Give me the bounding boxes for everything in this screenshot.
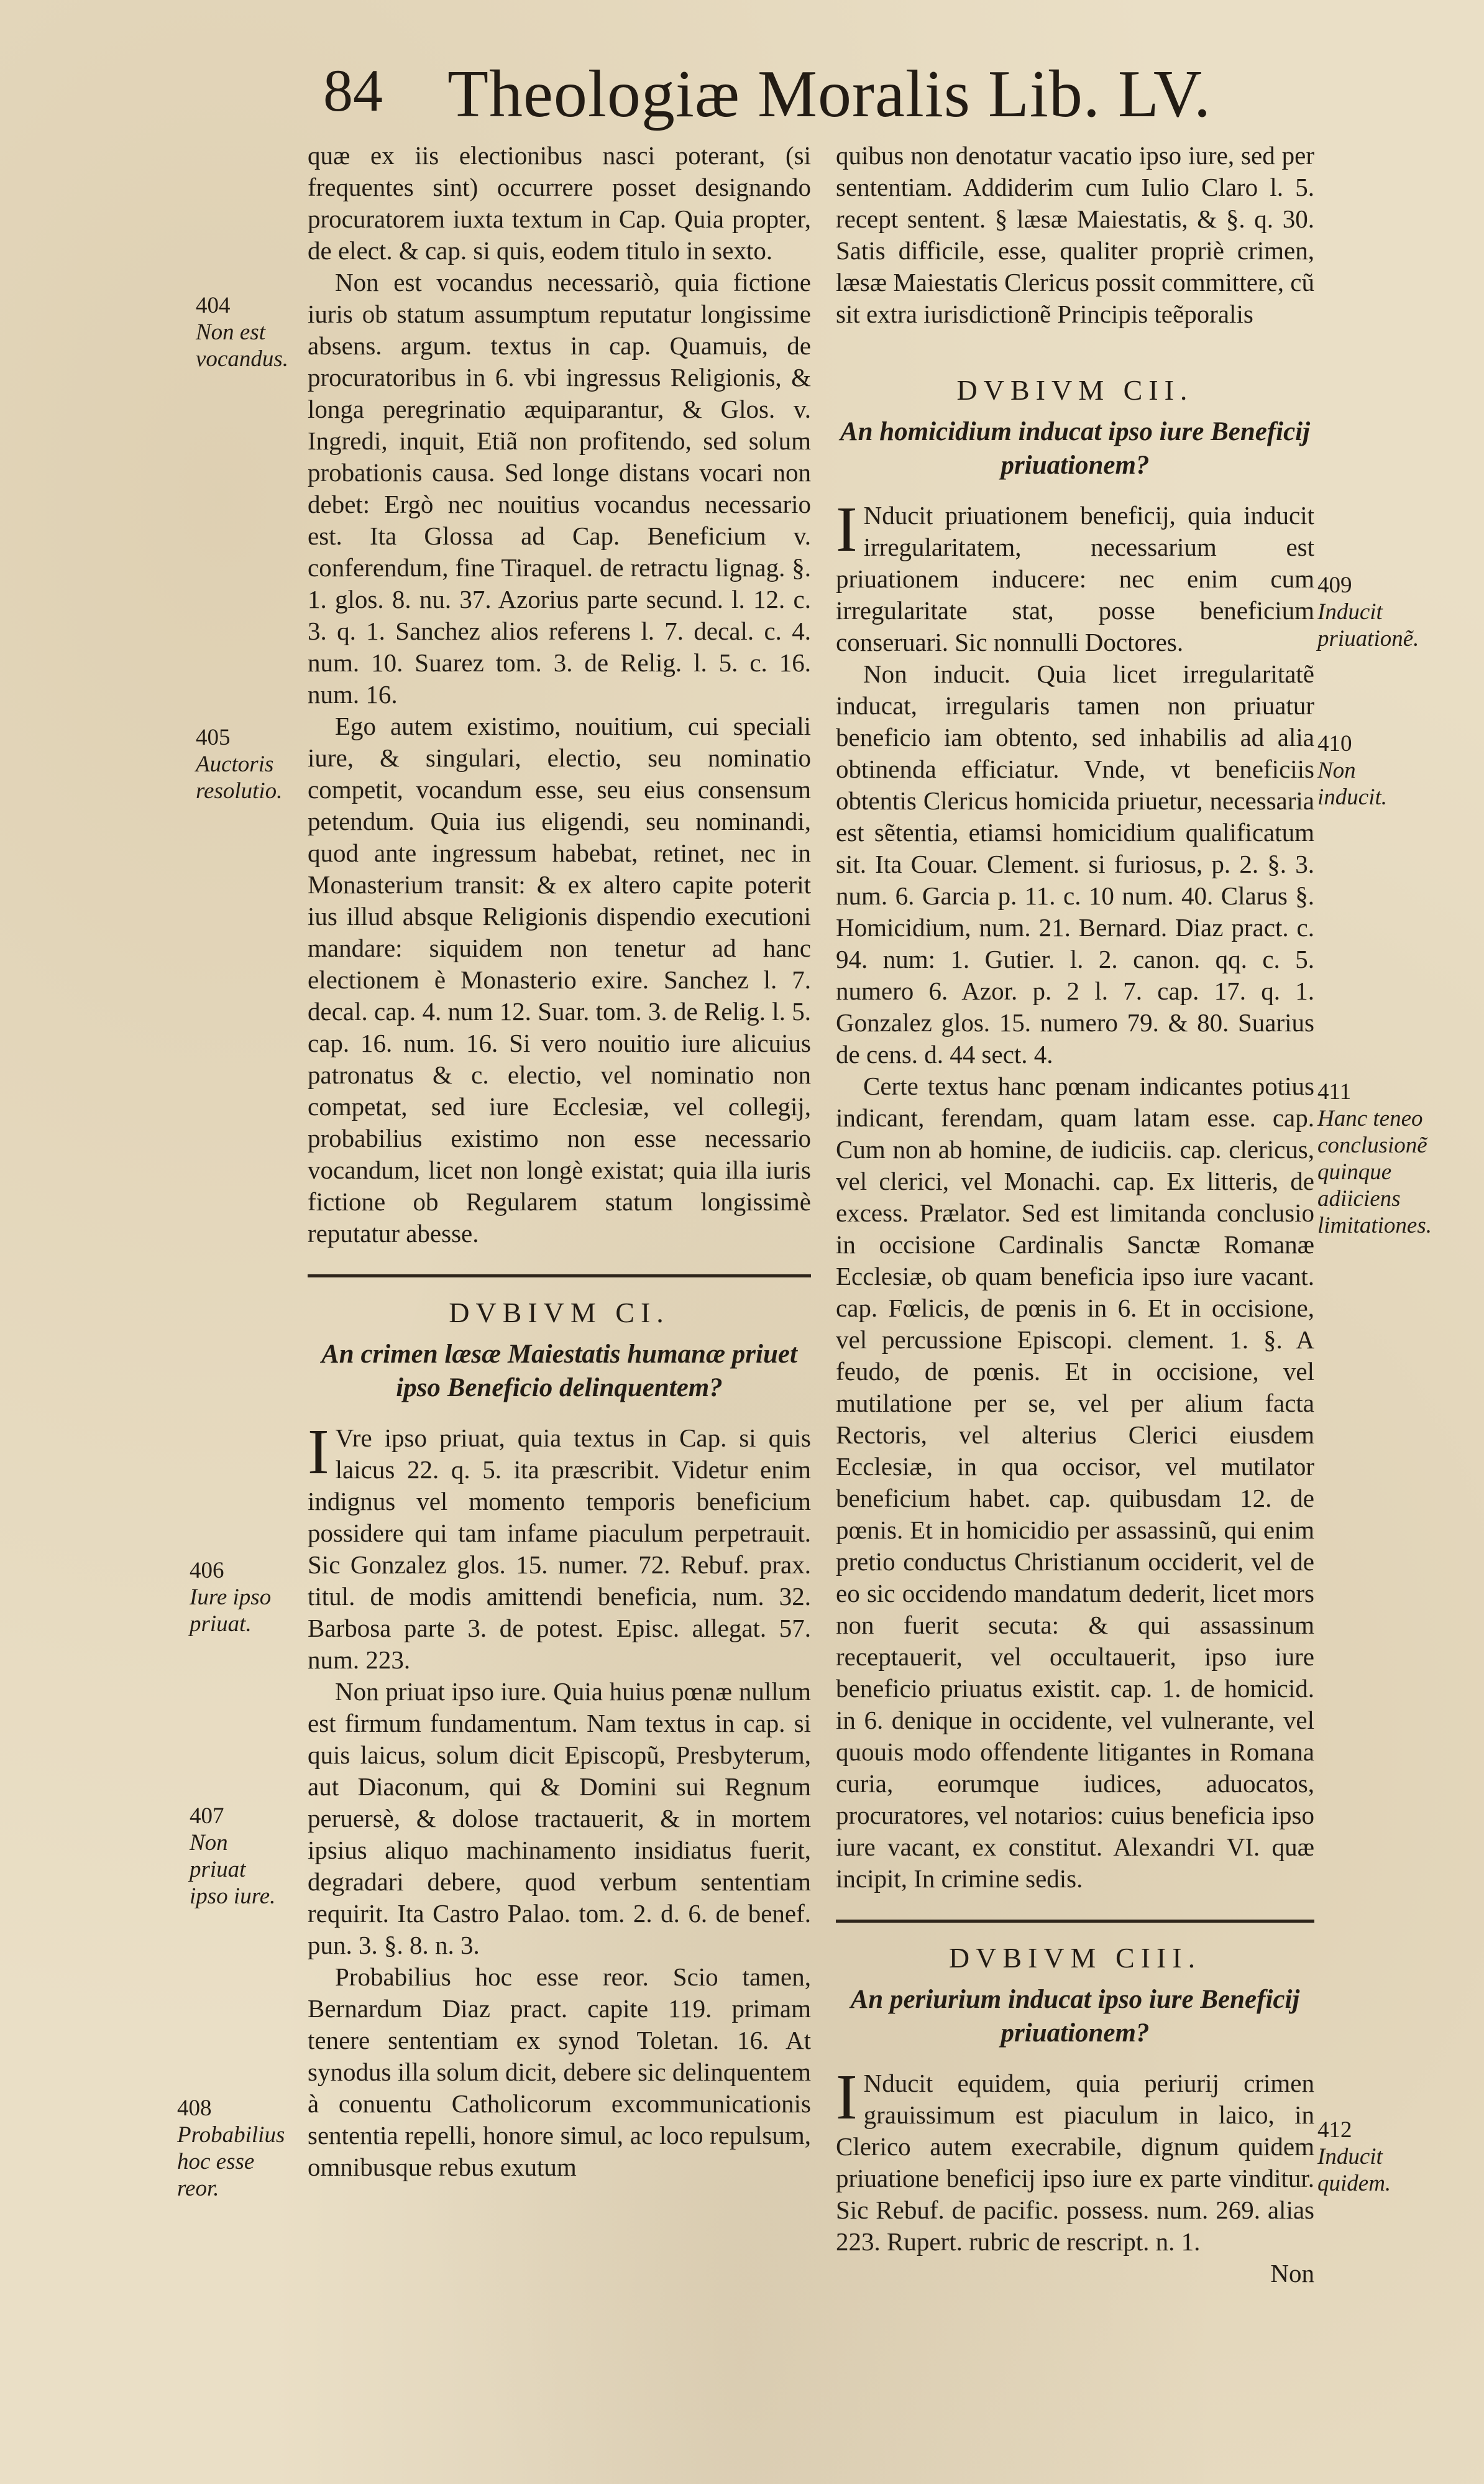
paragraph-405: Ego autem existimo, nouitium, cui speciali iure, & singulari, electio, seu nominatio competit, vocandum esse, seu eius consensum petendum. Quia ius eligendi, seu nominandi, quod ante ingressum habebat, retinet, nec in Monasterium transit: & ex altero capite poterit ius illud absque Religionis dispendio executioni mandare: siquidem non tenetur ad hanc electionem è Monasterio exire. Sanchez l. 7. decal. cap. 4. num 12. Suar. tom. 3. de Relig. l. 5. cap. 16. num. 16. Si vero nouitio iure alicuius patronatus & c. electio, vel nominatio non competat, sed iure Ecclesiæ, vel collegij, probabilius existimo non esse necessario vocandum, licet non longè existat; quia illa iuris fictione ob Regularem statum longissimè reputatur abesse. [308,712,811,1248]
dubium-heading-ciii: DVBIVM CIII. [948,1942,1202,1974]
paragraph-409 [836,494,1314,658]
margin-note-412 [1317,2117,1423,2197]
margin-note-number: 406 [190,1558,224,1583]
margin-note-number: 409 [1317,573,1352,598]
margin-note-406 [190,1557,298,1637]
drop-cap: I [836,494,858,565]
margin-note-409 [1317,572,1436,652]
margin-note-text: Probabilius hoc esse reor. [177,2122,285,2201]
running-title: Theologiæ Moralis Lib. LV. [447,57,1212,131]
paragraph-412 [836,2061,1314,2258]
paragraph-408: Probabilius hoc esse reor. Scio tamen, Bernardum Diaz pract. capite 119. primam tenere sententiam ex synod Toletan. 16. At synodus illa solum dicit, debere sic delinquentem à conuentu Catholicorum excommunicationis sententia repelli, honore simul, ac loco repulsum, omnibusque rebus exutum [308,1962,811,2181]
paragraph-412-text: Nducit equidem, quia periurij crimen grauissimum est piaculum in laico, in Clerico autem execrabile, dignum quidem priuatione beneficij ipso iure ex parte vinditur. Sic Rebuf. de pacific. possess. num. 269. alias 223. Rupert. rubric de rescript. n. 1. [836,2069,1314,2256]
margin-note-407 [190,1803,283,1910]
margin-note-text: Inducit quidem. [1317,2144,1391,2196]
margin-note-number: 410 [1317,731,1352,757]
margin-note-number: 412 [1317,2117,1352,2143]
margin-note-number: 404 [196,293,231,318]
paragraph-406 [308,1416,811,1676]
margin-note-411 [1317,1079,1432,1239]
paragraph-406-text: Vre ipso priuat, quia textus in Cap. si quis laicus 22. q. 5. ita præscribit. Videtur enim indignus vel momento temporis beneficium possidere qui tam infame piaculum perpetrauit. Sic Gonzalez glos. 15. numer. 72. Rebuf. prax. titul. de modis amittendi beneficia, num. 32. Barbosa parte 3. de potest. Episc. allegat. 57. num. 223. [308,1424,811,1674]
paragraph-411: Certe textus hanc pœnam indicantes potius indicant, ferendam, quam latam esse. cap. Cum non ab homine, de iudiciis. cap. clericus, vel clerici, vel Monachi. cap. Ex litteris, de excess. Prælator. Sed est limitanda conclusio in occisione Cardinalis Sanctæ Romanæ Ecclesiæ, ob quam beneficia ipso iure vacant. cap. Fœlicis, de pœnis in 6. Et in occisione, vel percussione Episcopi. clement. 1. §. A feudo, de pœnis. Et in occisione, vel mutilatione per se, vel per alium facta Rectoris, vel alterius Clerici eiusdem Ecclesiæ, in qua occisor, vel mutilator beneficium habet. cap. quibusdam 12. de pœnis. Et in homicidio per assassinũ, qui enim pretio conductus Christianum occiderit, vel de eo sic occidendo mandatum dederit, licet mors non fuerit secuta: & qui assassinum receptauerit, vel occultauerit, ipso iure beneficio priuatus existit. cap. 1. de homicid. in 6. denique in occidente, vel vulnerante, vel quouis modo offendente litigantes in Romana curia, eorumque iudices, aduocatos, procuratores, vel notarios: cuius beneficia ipso iure vacant, ex constitut. Alexandri VI. quæ incipit, In crimine sedis. [836,1072,1314,1893]
paragraph-409-text: Nducit priuationem beneficij, quia inducit irregularitatem, necessarium est priuationem inducere: nec enim cum irregularitate stat, posse beneficium conseruari. Sic nonnulli Doctores. [836,501,1314,656]
right-column [836,140,1314,2289]
question-title-cii: An homicidium inducat ipso iure Beneficij priuationem? [840,417,1311,480]
page-number: 84 [323,57,383,124]
paragraph-intro: quæ ex iis electionibus nasci poterant, (si frequentes sint) occurrere posset designando procuratorem iuxta textum in Cap. Quia propter, de elect. & cap. si quis, eodem titulo in sexto. [308,141,811,265]
dubium-heading-cii: DVBIVM CII. [956,374,1194,406]
margin-note-number: 407 [190,1803,224,1829]
catchword: Non [1270,2259,1314,2288]
margin-note-text: Non inducit. [1317,758,1388,810]
margin-note-405 [196,724,301,804]
margin-note-text: Non est vocandus. [196,320,288,372]
dubium-heading-ci: DVBIVM CI. [449,1297,670,1328]
left-column [308,140,811,2183]
drop-cap: I [308,1416,329,1488]
paragraph-407: Non priuat ipso iure. Quia huius pœnæ nullum est firmum fundamentum. Nam textus in cap. si quis laicus, solum dicit Episcopũ, Presbyterum, aut Diaconum, qui & Domini sui Regnum peruersè, & dolose tractauerit, & in mortem ipsius aliquo machinamento insidiatus fuerit, degradari debere, quod verbum sententiam requirit. Ita Castro Palao. tom. 2. d. 6. de benef. pun. 3. §. 8. n. 3. [308,1677,811,1959]
question-title-ci: An crimen læsæ Maiestatis humanæ priuet ipso Beneficio delinquentem? [321,1340,797,1402]
margin-note-410 [1317,730,1423,811]
margin-note-number: 411 [1317,1079,1352,1105]
paragraph-intro-right: quibus non denotatur vacatio ipso iure, sed per sententiam. Addiderim cum Iulio Claro l. 5. recept sentent. § læsæ Maiestatis, & §. q. 30. Satis difficile, esse, qualiter propriè crimen, læsæ Maiestatis Clericus possit committere, cũ sit extra iurisdictionẽ Principis teẽporalis [836,141,1314,328]
margin-note-number: 408 [177,2095,212,2121]
drop-cap: I [836,2061,858,2133]
margin-note-408 [177,2095,285,2202]
paragraph-404: Non est vocandus necessariò, quia fictione iuris ob statum assumptum reputatur longissime absens. argum. textus in cap. Quamuis, de procuratoribus in 6. vbi ingressus Religionis, & longa peregrinatio æquiparantur, & Glos. v. Ingredi, inquit, Etiã non profitendo, sed solum probationis causa. Sed longe distans vocari non debet: Ergò nec nouitius vocandus necessario est. Ita Glossa ad Cap. Beneficium v. conferendum, fine Tiraquel. de retractu lignag. §. 1. glos. 8. nu. 37. Azorius parte secund. l. 12. c. 3. q. 1. Sanchez alios referens l. 7. decal. c. 4. num. 10. Suarez tom. 3. de Relig. l. 5. c. 16. num. 16. [308,268,811,709]
margin-note-text: Non priuat ipso iure. [190,1830,276,1909]
margin-note-text: Inducit priuationẽ. [1317,599,1419,651]
margin-note-number: 405 [196,725,231,750]
margin-note-text: Hanc teneo conclusionẽ quinque adiiciens limitationes. [1317,1106,1432,1238]
margin-note-text: Auctoris resolutio. [196,752,283,804]
margin-note-404 [196,292,301,372]
margin-note-text: Iure ipso priuat. [190,1585,272,1637]
section-rule [836,1920,1314,1923]
paragraph-410: Non inducit. Quia licet irregularitatẽ inducat, irregularis tamen non priuatur beneficio iam obtento, sed inhabilis ad alia obtinenda efficiatur. Vnde, vt beneficiis obtentis Clericus homicida priuetur, necessaria est sẽtentia, etiamsi homicidium qualificatum sit. Ita Couar. Clement. si furiosus, p. 2. §. 3. num. 6. Garcia p. 11. c. 10 num. 40. Clarus §. Homicidium, num. 21. Bernard. Diaz pract. c. 94. num: 1. Gutier. l. 2. canon. qq. c. 5. numero 6. Azor. p. 2 l. 7. cap. 17. q. 1. Gonzalez glos. 15. numero 79. & 80. Suarius de cens. d. 44 sect. 4. [836,660,1314,1069]
question-title-ciii: An periurium inducat ipso iure Beneficij priuationem? [850,1985,1300,2048]
section-rule [308,1274,811,1277]
